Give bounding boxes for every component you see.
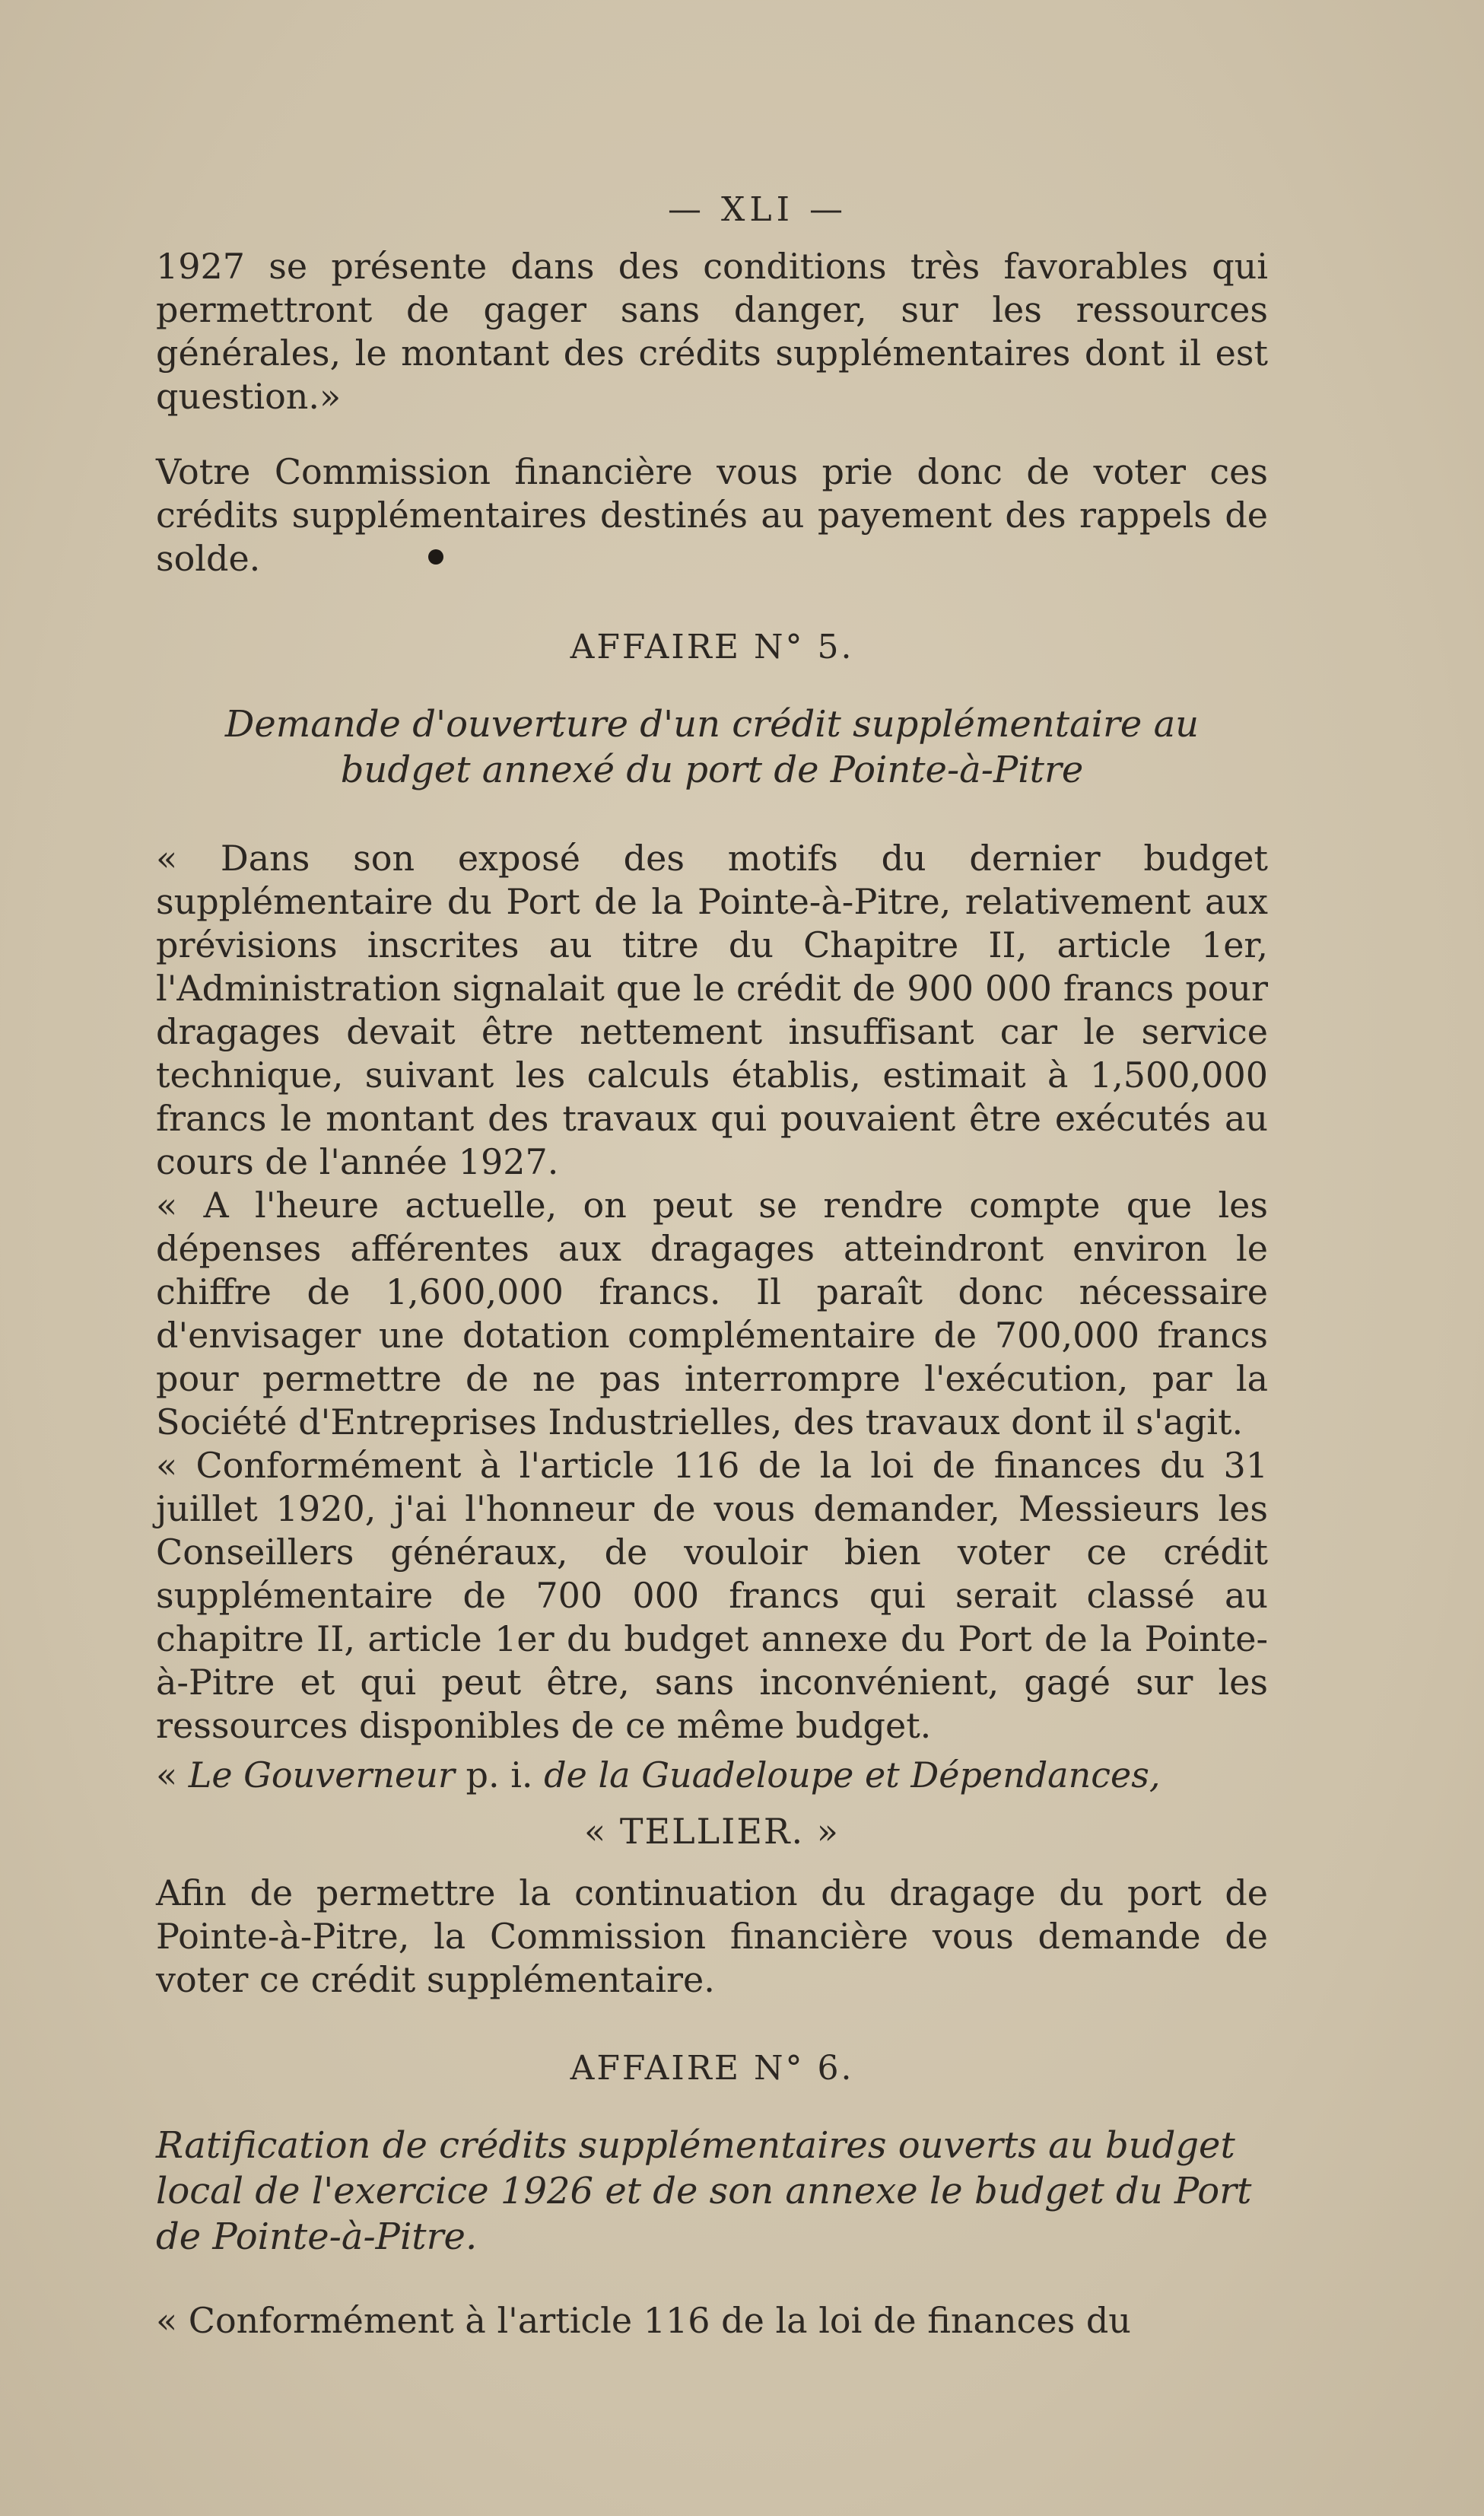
page-folio: — XLI — — [668, 190, 847, 229]
signature-line — [156, 1754, 1268, 1797]
signature-mid: p. i. — [454, 1754, 545, 1796]
affaire-5-heading: AFFAIRE N° 5. — [570, 628, 854, 666]
commission-paragraph: Votre Commission financière vous prie donc de voter ces crédits supplémentaires destinés au payement des rappels de solde. — [156, 451, 1268, 579]
affaire-6-heading: AFFAIRE N° 6. — [570, 2049, 854, 2088]
affaire-6-paragraph: « Conformément à l'article 116 de la loi de finances du — [156, 2300, 1131, 2341]
affaire-6-title: Ratification de crédits supplémentaires ouverts au budget local de l'exercice 1926 et de son annexe le budget du Port de Pointe-à-Pitre. — [156, 2124, 1252, 2258]
signature-territory: de la Guadeloupe et Dépendances, — [544, 1754, 1161, 1796]
intro-paragraph: 1927 se présente dans des conditions très favorables qui permettront de gager sans danger, sur les ressources générales, le montant des crédits supplémentaires dont il est question.» — [156, 246, 1268, 417]
affaire-5-closing: Afin de permettre la continuation du dragage du port de Pointe-à-Pitre, la Commission financière vous demande de voter ce crédit supplémentaire. — [156, 1872, 1268, 2000]
signature-name: « TELLIER. » — [584, 1811, 840, 1852]
affaire-5-paragraph-1: « Dans son exposé des motifs du dernier budget supplémentaire du Port de la Pointe-à-Pitre, relativement aux prévisions inscrites au titre du Chapitre II, article 1er, l'Administration signalait que le crédit de 900 000 francs pour dragages devait être nettement insuffisant car le service technique, suivant les calculs établis, estimait à 1,500,000 francs le montant des travaux qui pouvaient être exécutés au cours de l'année 1927. — [156, 838, 1268, 1182]
affaire-5-paragraph-3: « Conformément à l'article 116 de la loi de finances du 31 juillet 1920, j'ai l'honneur de vous demander, Messieurs les Conseillers généraux, de vouloir bien voter ce crédit supplémentaire de 700 000 francs qui serait classé au chapitre II, article 1er du budget annexe du Port de la Pointe-à-Pitre et qui peut être, sans inconvénient, gagé sur les ressources disponibles de ce même budget. — [156, 1445, 1268, 1746]
text-column — [156, 190, 1268, 2343]
affaire-5-paragraph-2: « A l'heure actuelle, on peut se rendre compte que les dépenses afférentes aux dragages atteindront environ le chiffre de 1,600,000 francs. Il paraît donc nécessaire d'envisager une dotation complémentaire de 700,000 francs pour permettre de ne pas interrompre l'exécution, par la Société d'Entreprises Industrielles, des travaux dont il s'agit. — [156, 1185, 1268, 1442]
affaire-5-title: Demande d'ouverture d'un crédit supplémentaire au budget annexé du port de Pointe-à-Pitre — [224, 703, 1200, 791]
signature-prefix: « — [156, 1754, 189, 1796]
signature-title: Le Gouverneur — [188, 1754, 455, 1796]
